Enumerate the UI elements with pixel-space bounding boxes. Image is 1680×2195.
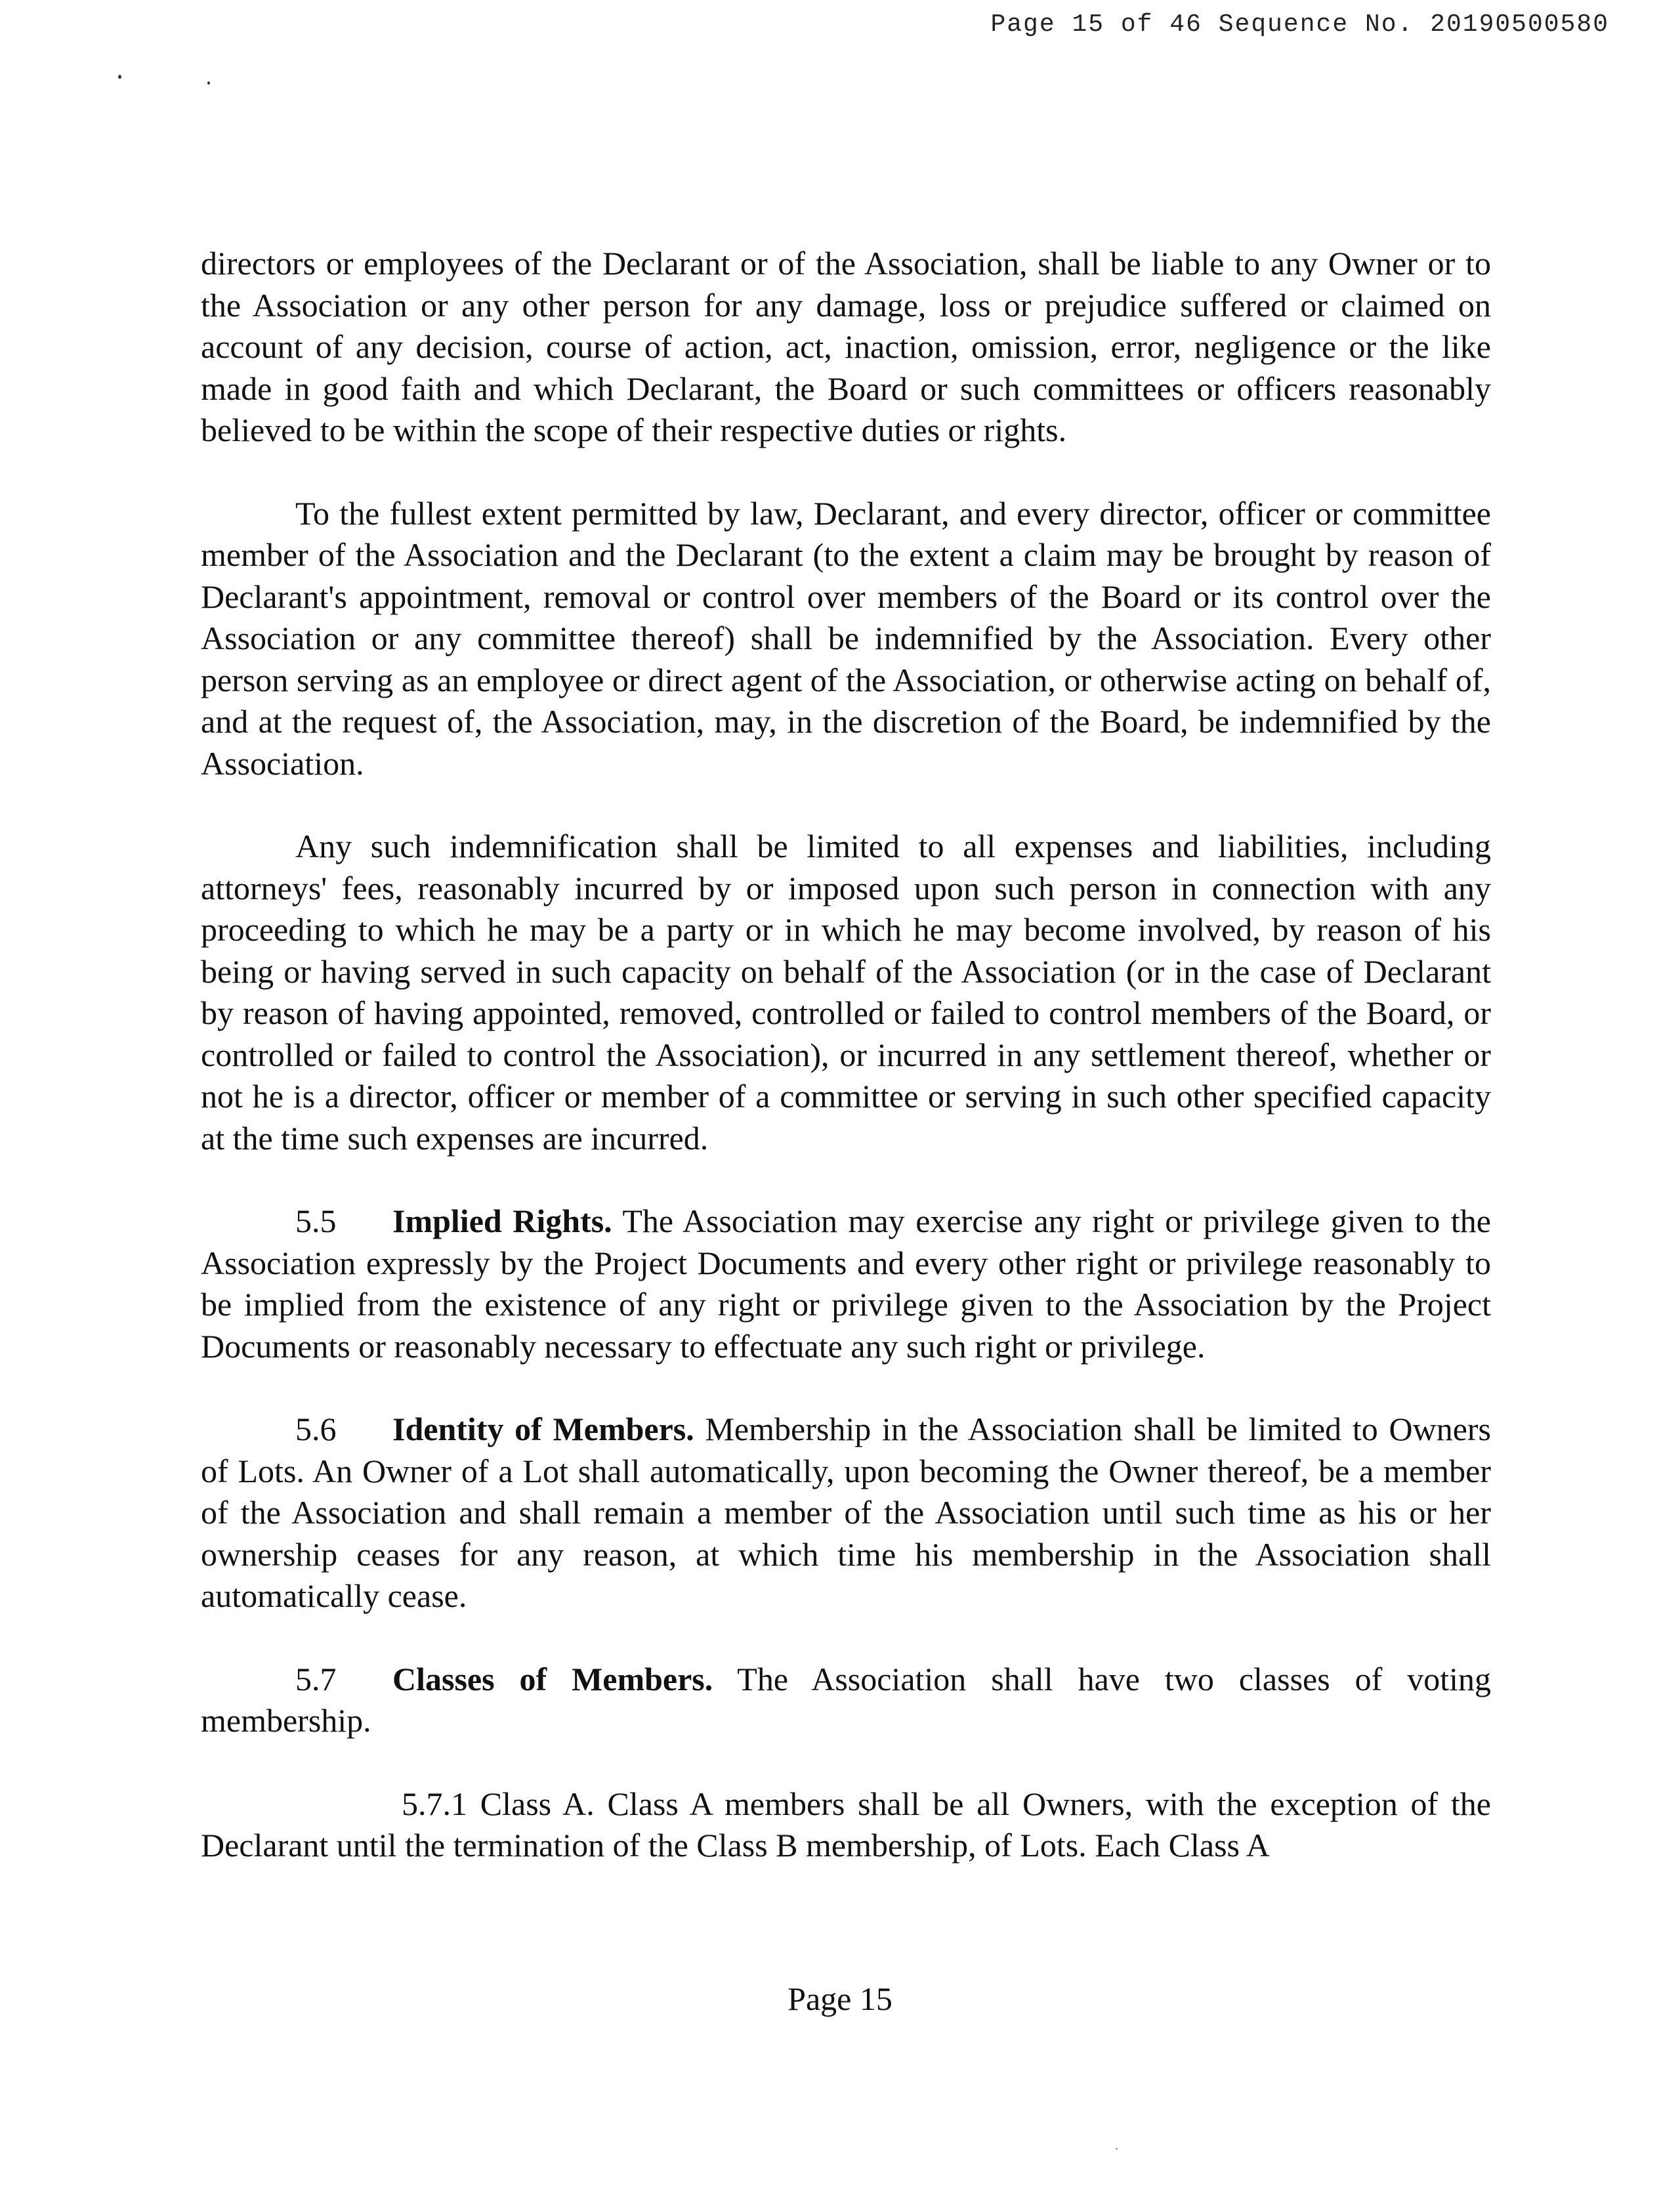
section-text: The Association shall have two classes of voting membership.	[201, 1660, 1491, 1739]
scan-speck	[1116, 2148, 1118, 2150]
scan-speck	[207, 81, 210, 85]
paragraph-indemnification: To the fullest extent permitted by law, Declarant, and every director, officer or committee member of the Association and the Declarant (to the extent a claim may be brought by reason of Declarant's appointment, removal or control over members of the Board or its control over the Association or any committee thereof) shall be indemnified by the Association. Every other person serving as an employee or direct agent of the Association, or otherwise acting on behalf of, and at the request of, the Association, may, in the discretion of the Board, be indemnified by the Association.	[201, 494, 1491, 782]
sequence-stamp: Page 15 of 46 Sequence No. 20190500580	[990, 11, 1609, 39]
section-title: Classes of Members.	[392, 1660, 713, 1697]
section-number: 5.7	[295, 1660, 337, 1697]
section-number: 5.6	[295, 1411, 337, 1447]
section-5-7-1: 5.7.1 Class A. Class A members shall be all Owners, with the exception of the Declarant until the termination of the Class B membership, of Lots. Each Class A	[201, 1785, 1491, 1864]
paragraph-indemnification-limits: Any such indemnification shall be limited to all expenses and liabilities, including attorneys' fees, reasonably incurred by or imposed upon such person in connection with any proceeding to which he may be a party or in which he may become involved, by reason of his being or having served in such capacity on behalf of the Association (or in the case of Declarant by reason of having appointed, removed, controlled or failed to control members of the Board, or controlled or failed to control the Association), or incurred in any settlement thereof, whether or not he is a director, officer or member of a committee or serving in such other specified capacity at the time such expenses are incurred.	[201, 828, 1491, 1157]
scan-speck	[118, 75, 121, 79]
section-title: Implied Rights.	[392, 1203, 612, 1239]
section-text: Membership in the Association shall be limited to Owners of Lots. An Owner of a Lot shall automatically, upon becoming the Owner thereof, be a member of the Association and shall remain a member of the Association until such time as his or her ownership ceases for any reason, at which time his membership in the Association shall automatically cease.	[201, 1411, 1491, 1614]
section-5-7	[201, 1659, 1491, 1742]
section-title: Identity of Members.	[392, 1411, 694, 1447]
section-number: 5.5	[295, 1203, 337, 1239]
paragraph-liability: directors or employees of the Declarant or of the Association, shall be liable to any Owner or to the Association or any other person for any damage, loss or prejudice suffered or claimed on account of any decision, course of action, act, inaction, omission, error, negligence or the like made in good faith and which Declarant, the Board or such committees or officers reasonably believed to be within the scope of their respective duties or rights.	[201, 245, 1491, 448]
document-body	[201, 243, 1491, 1908]
page-number: Page 15	[788, 1980, 892, 2017]
section-5-5	[201, 1201, 1491, 1367]
section-text: The Association may exercise any right or privilege given to the Association expressly by the Project Documents and every other right or privilege reasonably to be implied from the existence of any right or privilege given to the Association by the Project Documents or reasonably necessary to effectuate any such right or privilege.	[201, 1203, 1491, 1365]
section-5-6	[201, 1409, 1491, 1617]
